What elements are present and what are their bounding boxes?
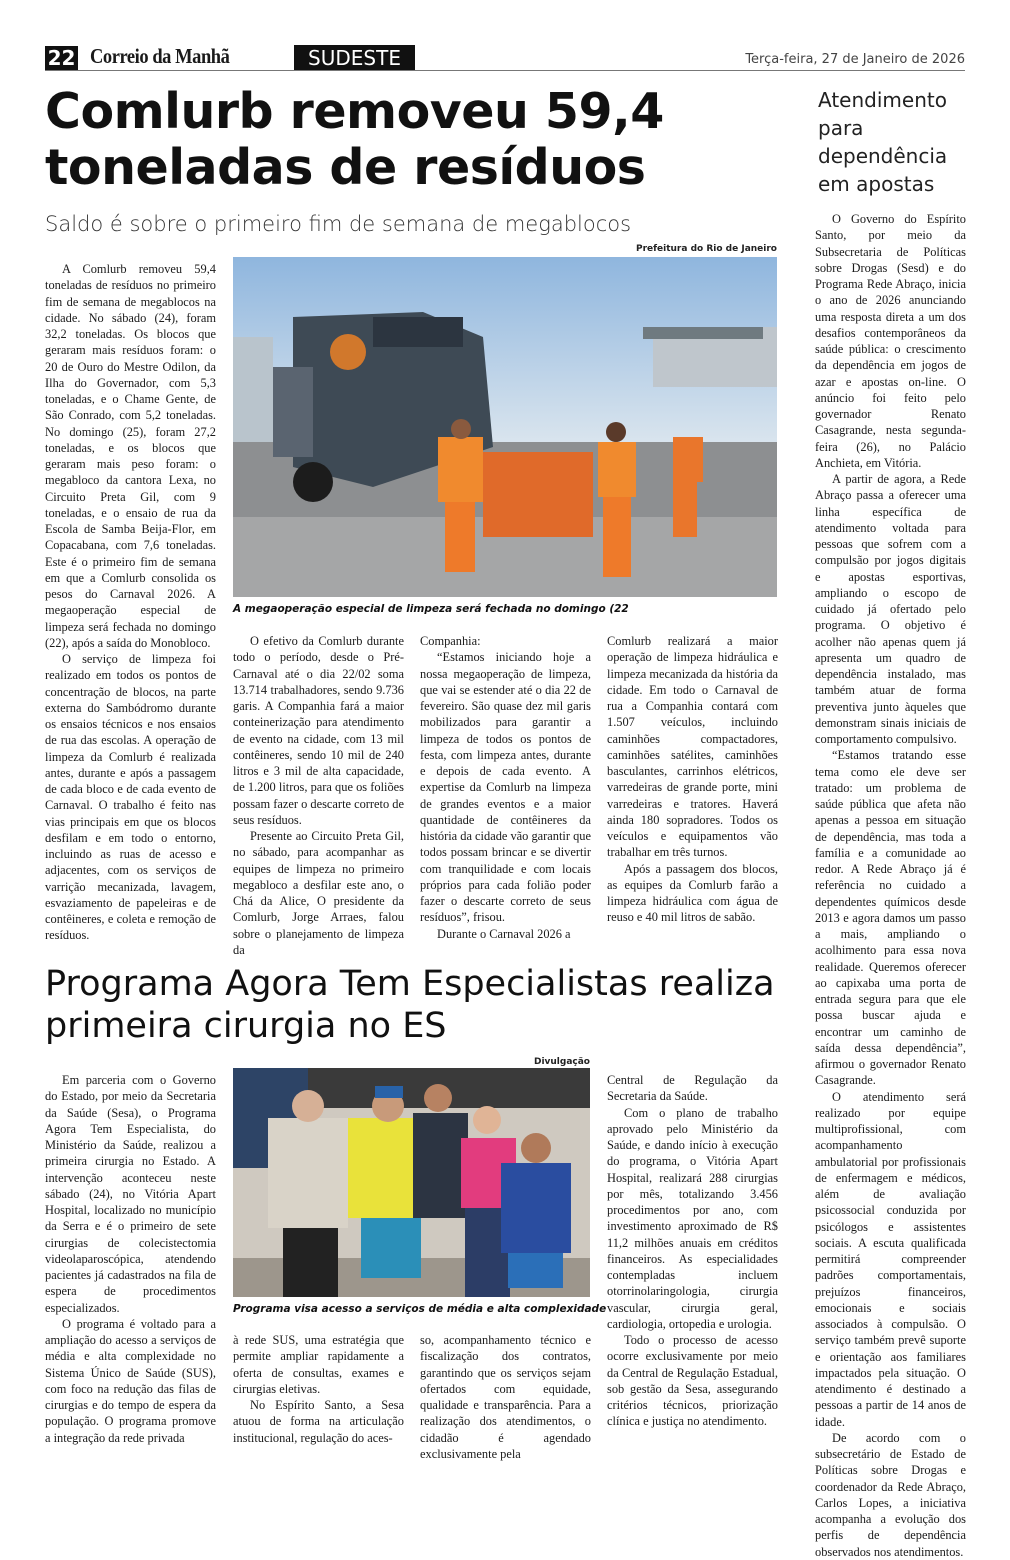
- paragraph: “Estamos iniciando hoje a nossa megaoperação de limpeza, que vai se estender até o dia 22 de fevereiro. São quase dez mil garis mobilizados para garantir a limpeza de todos os pontos de festa, com limpeza antes, durante e depois de cada evento. A expertise da Comlurb na limpeza de grandes eventos e a maior quantidade de contêineres da história da cidade vão garantir que todos possam brincar e se divertir com tranquilidade e com locais próprios para cada folião poder fazer o descarte correto de seus resíduos”, frisou.: [420, 650, 591, 925]
- article-photo-cleanup-truck: [233, 257, 777, 597]
- paragraph: De acordo com o subsecretário de Estado de Políticas sobre Drogas e coordenador da Rede Abraço, Carlos Lopes, a iniciativa acompanha a evolução dos perfis de dependência observados nos atendimentos.: [815, 1430, 966, 1559]
- paragraph: Todo o processo de acesso ocorre exclusivamente por meio da Central de Regulação Estadual, sob gestão da Sesa, assegurando critérios técnicos, priorização clínica e justiça no atendimento.: [607, 1333, 778, 1429]
- article-column-1: [45, 1072, 216, 1446]
- article-column-3: [420, 1332, 591, 1462]
- paragraph: O atendimento será realizado por equipe multiprofissional, com acompanhamento ambulatorial por profissionais de enfermagem e médicos, além de avaliação psicossocial conduzida por psicólogos e assistentes sociais. A escuta qualificada permitirá compreender padrões comportamentais, prejuízos financeiros, emocionais e sociais associados à compulsão. O serviço também prevê suporte e orientação aos familiares impactados pela situação. O atendimento é destinado a pessoas a partir de 14 anos de idade.: [815, 1089, 966, 1429]
- paragraph: O serviço de limpeza foi realizado em todos os pontos de concentração de blocos, na parte externa do Sambódromo durante os ensaios técnicos e nos ensaios de rua das escolas. A operação de limpeza da Comlurb é realizada antes, durante e após a passagem de cada bloco e de cada evento de Carnaval. O trabalho é feito nas vias principais em que os blocos desfilam e em todo o entorno, incluindo as ruas de acesso e adjacentes, com os serviços de varrição mecanizada, lavagem, esvaziamento de papeleiras e de contêineres, e coleta e remoção de resíduos.: [45, 652, 216, 943]
- paragraph: Comlurb realizará a maior operação de limpeza hidráulica e limpeza mecanizada da história da cidade. Em todo o Carnaval de rua a Companhia contará com 1.507 veículos, incluindo caminhões compactadores, caminhões satélites, caminhões basculantes, carrinhos elétricos, varredeiras de grande porte, mini varredeiras e tratores. Haverá ainda 180 sopradores. Todos os veículos e equipamentos vão trabalhar em três turnos.: [607, 634, 778, 860]
- photo-caption: Programa visa acesso a serviços de média e alta complexidade: [233, 1303, 607, 1315]
- paragraph: Companhia:: [420, 634, 481, 648]
- page-number: 22: [45, 46, 78, 70]
- paragraph: “Estamos tratando esse tema como ele deve ser tratado: um problema de saúde pública que afeta não apenas a pessoa em situação de dependência, mas toda a família e a comunidade ao redor. A Rede Abraço já é referência no cuidado a dependentes químicos desde 2013 e agora damos um passo a mais, ampliando o acolhimento para essa nova realidade. Queremos oferecer ao capixaba uma porta de entrada segura para que ele possa buscar ajuda e encontrar um caminho de saída dessa dependência”, afirmou o governador Renato Casagrande.: [815, 748, 966, 1088]
- newspaper-masthead: Correio da Manhã: [90, 44, 230, 68]
- paragraph: Após a passagem dos blocos, as equipes da Comlurb farão a limpeza hidráulica com água de reuso e 40 mil litros de sabão.: [607, 861, 778, 925]
- paragraph: Presente ao Circuito Preta Gil, no sábado, para acompanhar as equipes de limpeza no primeiro megabloco a desfilar este ano, o Chá da Alice, O presidente da Comlurb, Jorge Arraes, falou sobre o planejamento de limpeza da: [233, 829, 404, 957]
- paragraph: A Comlurb removeu 59,4 toneladas de resíduos no primeiro fim de semana de megablocos na cidade. No sábado (24), foram 32,2 toneladas. Os blocos que geraram mais resíduos foram: o 20 de Ouro do Mestre Odilon, da Ilha do Governador, com 5,3 toneladas, e o Chame Gente, de São Conrado, com 5,2 toneladas. No domingo (25), foram 27,2 toneladas, e os blocos que geraram mais peso foram: o megabloco da cantora Lexa, no Circuito Preta Gil, com 9 toneladas, e o ensaio de rua da Escola de Samba Beija-Flor, em Copacabana, com 7,6 toneladas. Este é o primeiro fim de semana em que a Comlurb consolida os pesos do Carnaval 2026. A megaoperação especial de limpeza será fechada no domingo (22), após a saída do Monobloco.: [45, 262, 216, 650]
- section-label: SUDESTE: [294, 45, 415, 70]
- paragraph: Durante o Carnaval 2026 a: [437, 926, 571, 941]
- paragraph: O efetivo da Comlurb durante todo o período, desde o Pré-Carnaval até o dia 22/02 soma 13.714 trabalhadores, sendo 9.736 garis. A Companhia fará a maior conteinerização para atendimento de evento na cidade, com 13 mil contêineres, sendo 10 mil de 240 litros e 3 mil de alta capacidade, de 1.200 litros, para que os foliões possam fazer o descarte correto de seus resíduos.: [233, 634, 404, 827]
- sidebar-headline: Atendimento para dependência em apostas: [818, 88, 948, 196]
- article-column-4: [607, 633, 778, 926]
- paragraph: Central de Regulação da Secretaria da Saúde.: [607, 1073, 778, 1104]
- paragraph: Em parceria com o Governo do Estado, por meio da Secretaria da Saúde (Sesa), o Programa Agora Tem Especialista, do Ministério da Saúde, realizou a primeira cirurgia no Estado. A intervenção aconteceu neste sábado (24), no Vitória Apart Hospital, localizado no município da Serra e é o primeiro de sete cirurgias de colecistectomia videolaparoscópica, atendendo pacientes já cadastrados na fila de espera de procedimentos especializados.: [45, 1073, 216, 1315]
- paragraph: A partir de agora, a Rede Abraço passa a oferecer uma linha específica de atendimento voltada para pessoas que sofrem com a compulsão por jogos digitais e apostas esportivas, ampliando o escopo de cuidado já ofertado pelo programa. O objetivo é acolher não apenas quem já apresenta um quadro de dependência instalado, mas também atuar de forma preventiva junto àqueles que demonstram sinais iniciais de comportamento compulsivo.: [815, 472, 966, 746]
- photo-credit: Divulgação: [533, 1057, 590, 1067]
- header-rule: [45, 70, 965, 71]
- paragraph: O Governo do Espírito Santo, por meio da Subsecretaria de Políticas sobre Drogas (Sesd) e do Programa Rede Abraço, inicia o ano de 2026 anunciando uma resposta direta a um dos desafios contemporâneos da saúde pública: o crescimento da dependência em jogos de azar e apostas on-line. O anúncio foi feito pelo governador Renato Casagrande, nesta segunda-feira (26), no Palácio Anchieta, em Vitória.: [815, 212, 966, 470]
- article-column-2: [233, 633, 404, 958]
- article-column-3: [420, 633, 591, 942]
- article-column-4: [607, 1072, 778, 1430]
- article-headline-2: Programa Agora Tem Especialistas realiza primeira cirurgia no ES: [45, 964, 775, 1046]
- article-column-1: [45, 261, 216, 944]
- article-subhead: Saldo é sobre o primeiro fim de semana de megablocos: [45, 212, 632, 236]
- photo-credit: Prefeitura do Rio de Janeiro: [635, 244, 777, 254]
- paragraph: à rede SUS, uma estratégia que permite ampliar rapidamente a oferta de consultas, exames e cirurgias eletivas.: [233, 1333, 404, 1396]
- sidebar-column: [815, 211, 966, 1560]
- paragraph: No Espírito Santo, a Sesa atuou de forma na articulação institucional, regulação do aces-: [233, 1398, 404, 1445]
- article-column-2: [233, 1332, 404, 1446]
- article-photo-group: [233, 1068, 590, 1297]
- paragraph: O programa é voltado para a ampliação do acesso a serviços de média e alta complexidade no Sistema Único de Saúde (SUS), com foco na redução das filas de cirurgias e do tempo de espera da população. O programa promove a integração da rede privada: [45, 1316, 216, 1445]
- paragraph: so, acompanhamento técnico e fiscalização dos contratos, garantindo que os serviços sejam ofertados com equidade, qualidade e transparência. Para a realização dos atendimentos, o cidadão é agendado exclusivamente pela: [420, 1333, 591, 1461]
- photo-caption: A megaoperação especial de limpeza será fechada no domingo (22: [233, 603, 629, 615]
- paragraph: Com o plano de trabalho aprovado pelo Ministério da Saúde, e dando início à execução do programa, o Vitória Apart Hospital, realizará 288 cirurgias por mês, totalizando 3.456 procedimentos por ano, com investimento aproximado de R$ 11,2 milhões anuais em créditos financeiros. As especialidades contempladas incluem otorrinolaringologia, cirurgia vascular, cirurgia geral, cardiologia, ortopedia e urologia.: [607, 1105, 778, 1331]
- issue-date: Terça-feira, 27 de Janeiro de 2026: [745, 52, 965, 67]
- article-headline: Comlurb removeu 59,4 toneladas de resíduos: [45, 83, 664, 196]
